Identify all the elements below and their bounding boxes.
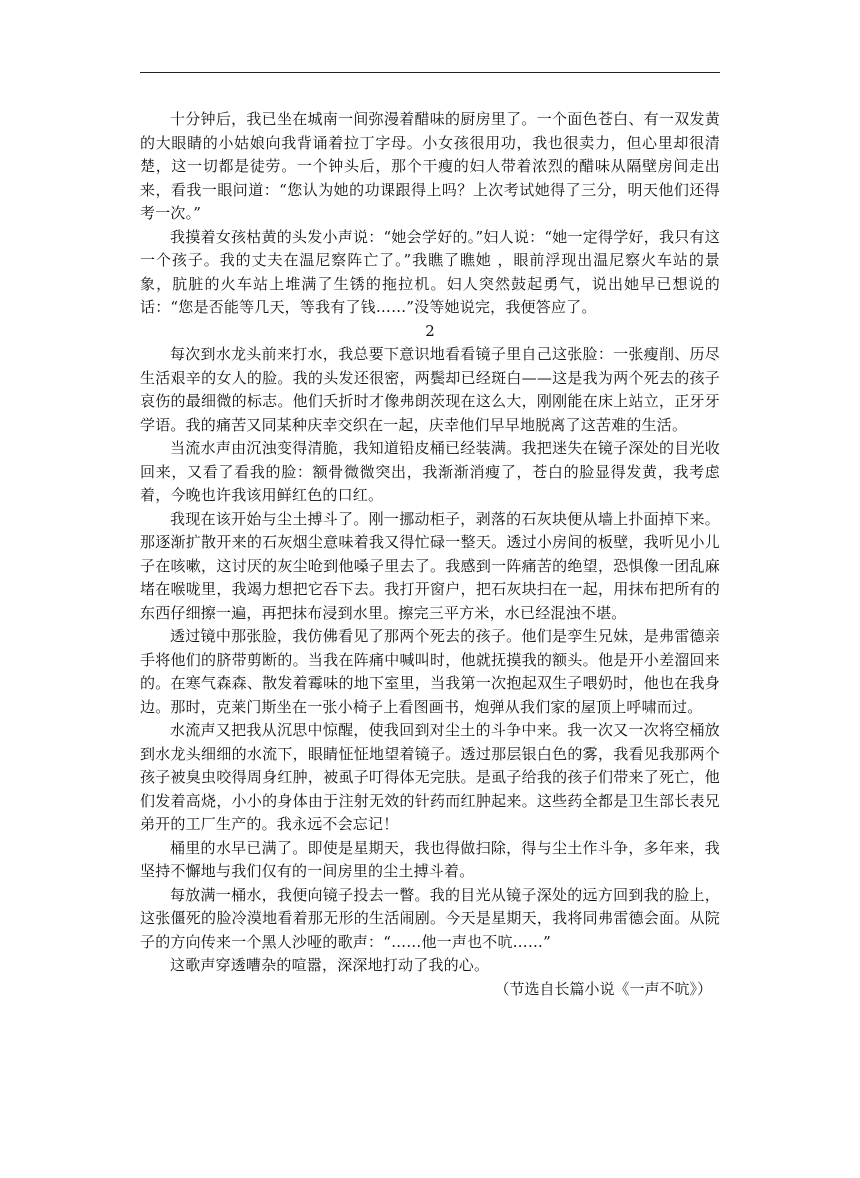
paragraph: 这歌声穿透嘈杂的喧嚣，深深地打动了我的心。 [170, 956, 490, 974]
section-number: 2 [425, 321, 435, 340]
header-rule [140, 72, 720, 73]
article-body [140, 108, 720, 1001]
paragraph: 透过镜中那张脸，我仿佛看见了那两个死去的孩子。他们是孪生兄妹，是弗雷德亲手将他们的脐带剪断的。当我在阵痛中喊叫时，他就抚摸我的额头。他是开小差溜回来的。在寒气森森、散发着霉味的地下室里，当我第一次抱起双生子喂奶时，他也在我身边。那时，克莱门斯坐在一张小椅子上看图画书，炮弹从我们家的屋顶上呼啸而过。 [140, 627, 720, 716]
paragraph: 每放满一桶水，我便向镜子投去一瞥。我的目光从镜子深处的远方回到我的脸上，这张僵死的脸冷漠地看着那无形的生活闹剧。今天是星期天，我将同弗雷德会面。从院子的方向传来一个黑人沙哑的歌声：“……他一声也不吭……” [140, 885, 720, 951]
paragraph: 十分钟后，我已坐在城南一间弥漫着醋味的厨房里了。一个面色苍白、有一双发黄的大眼睛的小姑娘向我背诵着拉丁字母。小女孩很用功，我也很卖力，但心里却很清楚，这一切都是徒劳。一个钟头后，那个干瘦的妇人带着浓烈的醋味从隔壁房间走出来，看我一眼问道：“您认为她的功课跟得上吗？上次考试她得了三分，明天他们还得考一次。” [140, 110, 720, 222]
paragraph: 每次到水龙头前来打水，我总要下意识地看看镜子里自己这张脸：一张瘦削、历尽生活艰辛的女人的脸。我的头发还很密，两鬓却已经斑白——这是我为两个死去的孩子哀伤的最细微的标志。他们夭折时才像弗朗茨现在这么大，刚刚能在床上站立，正牙牙学语。我的痛苦又同某种庆幸交织在一起，庆幸他们早早地脱离了这苦难的生活。 [140, 345, 720, 434]
paragraph: 水流声又把我从沉思中惊醒，使我回到对尘土的斗争中来。我一次又一次将空桶放到水龙头细细的水流下，眼睛怔怔地望着镜子。透过那层银白色的雾，我看见我那两个孩子被臭虫咬得周身红肿，被虱子叮得体无完肤。是虱子给我的孩子们带来了死亡，他们发着高烧，小小的身体由于注射无效的针药而红肿起来。这些药全都是卫生部长表兄弟开的工厂生产的。我永远不会忘记！ [140, 721, 720, 833]
paragraph: 我摸着女孩枯黄的头发小声说：“她会学好的。”妇人说：“她一定得学好，我只有这一个孩子。我的丈夫在温尼察阵亡了。”我瞧了瞧她 ，眼前浮现出温尼察火车站的景象，肮脏的火车站上堆满了生锈的拖拉机。妇人突然鼓起勇气，说出她早已想说的话：“您是否能等几天，等我有了钱……”没等她说完，我便答应了。 [140, 227, 720, 316]
paragraph: 桶里的水早已满了。即使是星期天，我也得做扫除，得与尘土作斗争，多年来，我坚持不懈地与我们仅有的一间房里的尘土搏斗着。 [140, 838, 720, 880]
source-citation: （节选自长篇小说《一声不吭》） [494, 979, 712, 998]
paragraph: 我现在该开始与尘土搏斗了。刚一挪动柜子，剥落的石灰块便从墙上扑面掉下来。那逐渐扩散开来的石灰烟尘意味着我又得忙碌一整天。透过小房间的板壁，我听见小儿子在咳嗽，这讨厌的灰尘呛到他嗓子里去了。我感到一阵痛苦的绝望，恐惧像一团乱麻堵在喉咙里，我竭力想把它吞下去。我打开窗户，把石灰块扫在一起，用抹布把所有的东西仔细擦一遍，再把抹布浸到水里。擦完三平方米，水已经混浊不堪。 [140, 509, 720, 622]
paragraph: 当流水声由沉浊变得清脆，我知道铅皮桶已经装满。我把迷失在镜子深处的目光收回来，又看了看我的脸：额骨微微突出，我渐渐消瘦了，苍白的脸显得发黄，我考虑着，今晚也许我该用鲜红色的口红。 [140, 439, 720, 504]
